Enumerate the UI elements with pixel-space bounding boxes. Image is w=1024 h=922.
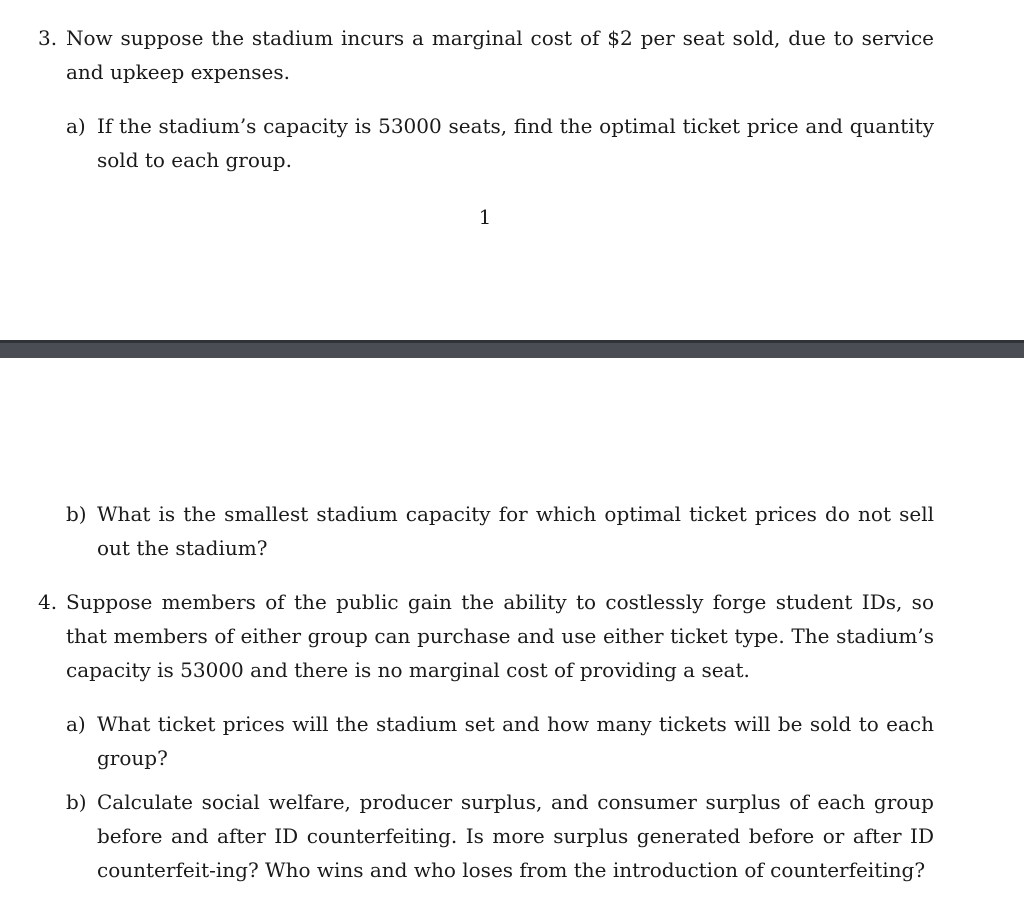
- question-4-number: 4.: [38, 590, 58, 614]
- question-4-text: Suppose members of the public gain the ability to costlessly forge student IDs, so that members of either group can purchase and use either ticket type. The stadium’s capacity is 53000 and there is no marginal cost of providing a seat.: [66, 590, 934, 682]
- question-3a-label: a): [66, 114, 86, 138]
- question-4: [38, 585, 934, 687]
- question-4b-label: b): [66, 790, 87, 814]
- question-4b-text: Calculate social welfare, producer surplus, and consumer surplus of each group before and after ID counterfeiting. Is more surplus generated before or after ID counterfeit-ing? Who wins and who loses from the introduction of counterfeiting?: [97, 790, 934, 882]
- page-number: 1: [478, 205, 492, 229]
- question-3b-label: b): [66, 502, 87, 526]
- question-4a-text: What ticket prices will the stadium set and how many tickets will be sold to each group?: [97, 712, 934, 770]
- question-3a: [66, 109, 934, 177]
- question-3b: [66, 497, 934, 565]
- question-4b: [66, 785, 934, 887]
- question-3-number: 3.: [38, 26, 58, 50]
- document-page-1: [0, 0, 1024, 340]
- question-3: [38, 21, 934, 89]
- question-3b-text: What is the smallest stadium capacity for which optimal ticket prices do not sell out the stadium?: [97, 502, 934, 560]
- question-3-text: Now suppose the stadium incurs a marginal cost of $2 per seat sold, due to service and upkeep expenses.: [66, 26, 934, 84]
- question-3a-text: If the stadium’s capacity is 53000 seats, find the optimal ticket price and quantity sold to each group.: [97, 114, 934, 172]
- question-4a: [66, 707, 934, 775]
- page-break-divider: [0, 340, 1024, 358]
- question-4a-label: a): [66, 712, 86, 736]
- document-page-2: [0, 358, 1024, 922]
